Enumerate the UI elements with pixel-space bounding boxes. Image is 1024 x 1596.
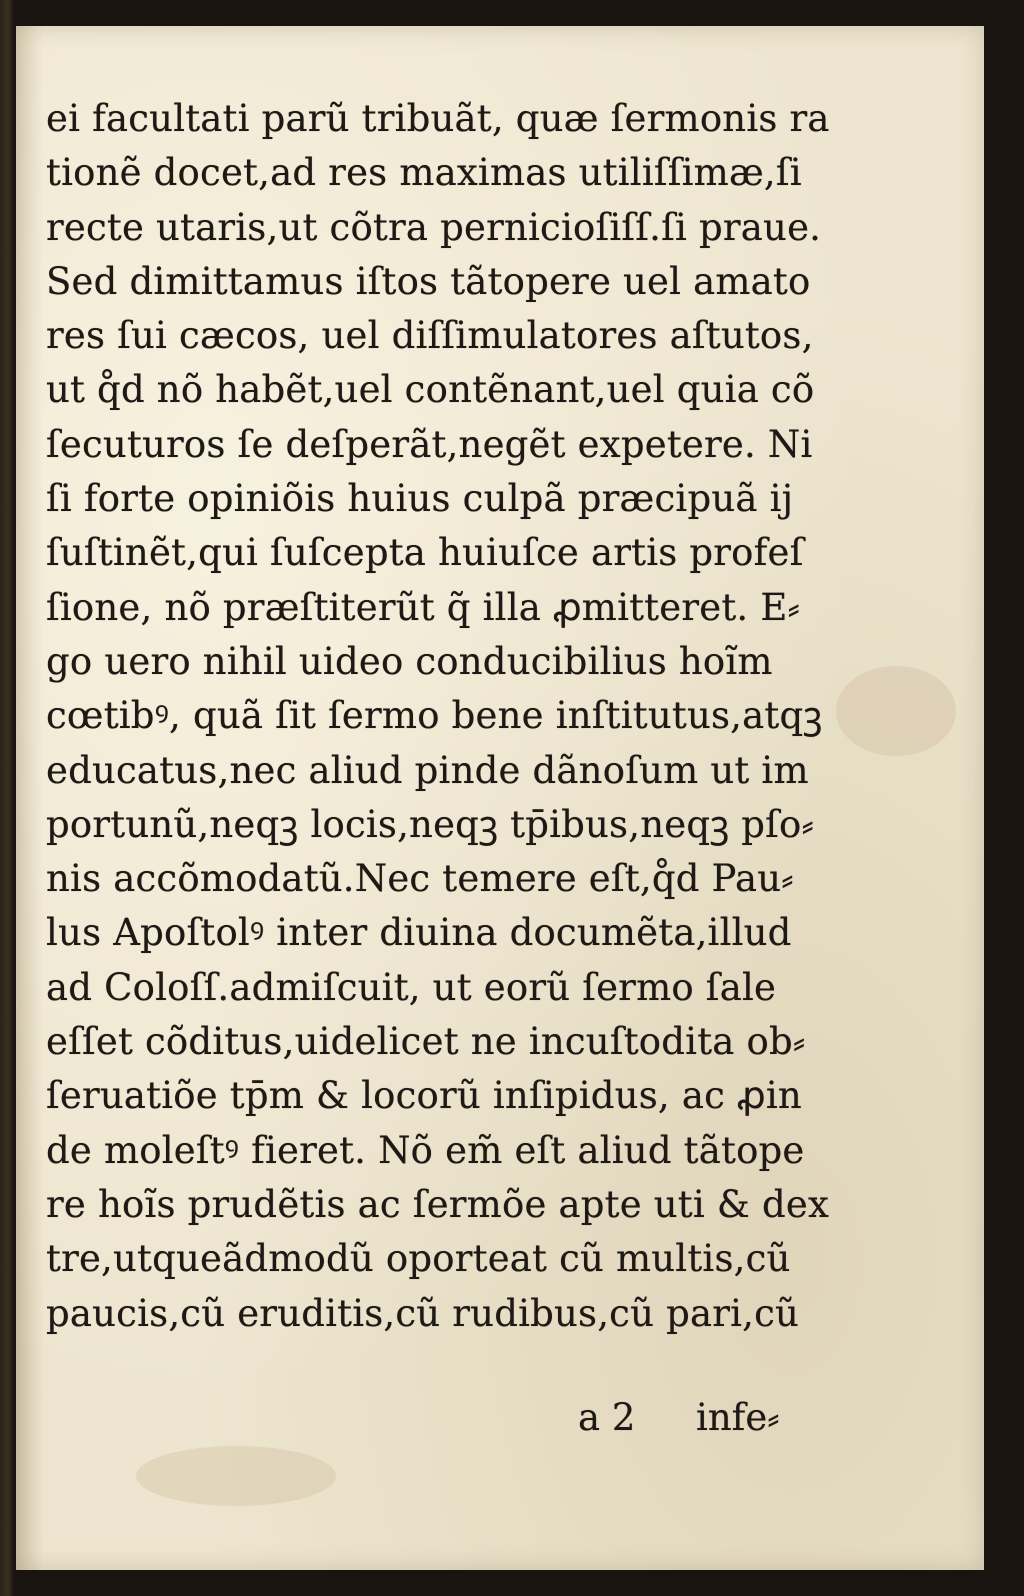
text-line: ei facultati parũ tribuãt, quæ ſermonis ra <box>46 97 830 140</box>
text-line: recte utaris,ut cõtra pernicioſiſſ.ſi praue. <box>46 205 822 249</box>
text-line: educatus,nec aliud pinde dãnoſum ut im <box>46 748 809 792</box>
text-line: paucis,cũ eruditis,cũ rudibus,cũ pari,cũ <box>46 1291 800 1335</box>
text-block <box>46 92 830 1341</box>
signature-mark: a 2 <box>578 1396 636 1439</box>
text-line: ut q̊d nõ habẽt,uel contẽnant,uel quia cõ <box>46 368 815 412</box>
text-line: ſecuturos ſe deſperãt,negẽt expetere. Ni <box>46 422 813 466</box>
text-line: ſione, nõ præſtiterũt q̃ illa ꝓmitteret. E⸗ <box>46 585 801 629</box>
book-page <box>16 26 984 1570</box>
text-line: nis accõmodatũ.Nec temere eſt,q̊d Pau⸗ <box>46 857 794 901</box>
text-line: ſi forte opiniõis huius culpã præcipuã ij <box>46 477 794 521</box>
text-line: lus Apoſtolꝰ inter diuina documẽta,illud <box>46 911 792 955</box>
paper-stain <box>836 666 956 756</box>
text-line: cœtibꝰ, quã ſit ſermo bene inſtitutus,atqꝫ <box>46 694 823 738</box>
text-line: eſſet cõditus,uidelicet ne incuſtodita ob⸗ <box>46 1020 806 1064</box>
text-line: de moleſtꝰ fieret. Nõ em̃ eſt aliud tãtope <box>46 1128 805 1172</box>
text-line: go uero nihil uideo conducibilius hoĩm <box>46 639 773 683</box>
text-line: ad Coloſſ.admiſcuit, ut eorũ ſermo ſale <box>46 965 777 1009</box>
text-line: tionẽ docet,ad res maximas utiliſſimæ,ſi <box>46 151 802 195</box>
paper-stain <box>136 1446 336 1506</box>
text-line: Sed dimittamus iſtos tãtopere uel amato <box>46 259 811 303</box>
catchword: infe⸗ <box>696 1396 780 1439</box>
text-line: tre,utqueãdmodũ oporteat cũ multis,cũ <box>46 1237 791 1281</box>
text-line: portunũ,neqꝫ locis,neqꝫ tp̄ibus,neqꝫ pſo⸗ <box>46 802 815 846</box>
page-footer <box>46 1391 816 1445</box>
text-line: ſeruatiõe tp̄m & locorũ inſipidus, ac ꝓin <box>46 1074 802 1118</box>
text-line: ſuſtinẽt,qui ſuſcepta huiuſce artis profeſ <box>46 531 804 575</box>
text-line: res ſui cæcos, uel diſſimulatores aſtutos, <box>46 314 814 358</box>
text-line: re hoĩs prudẽtis ac ſermõe apte uti & dex <box>46 1182 830 1226</box>
